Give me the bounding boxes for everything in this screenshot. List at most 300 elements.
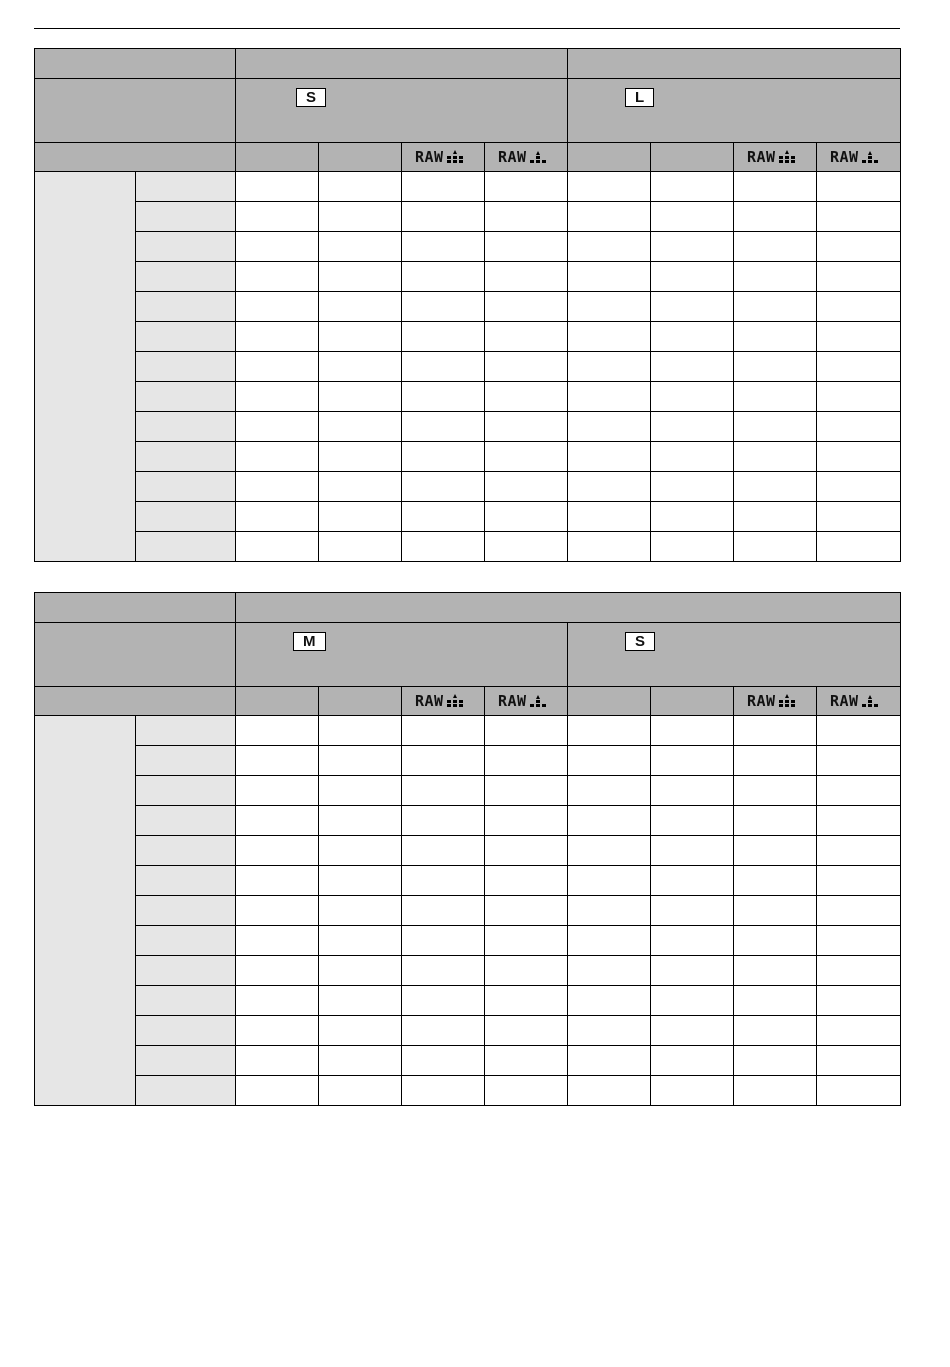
table-cell — [568, 806, 651, 836]
raw-fine-quality-icon — [446, 150, 464, 164]
table-cell — [485, 1046, 568, 1076]
size-cell-left — [236, 623, 568, 687]
table-cell — [236, 836, 319, 866]
table-cell — [402, 776, 485, 806]
table-row — [35, 172, 901, 202]
table-cell — [236, 1076, 319, 1106]
table-cell — [651, 472, 734, 502]
table-cell — [568, 956, 651, 986]
table-cell — [651, 502, 734, 532]
table-cell — [817, 172, 901, 202]
table-row — [35, 926, 901, 956]
quality-col — [236, 687, 319, 716]
table-cell — [734, 382, 817, 412]
table-cell — [651, 806, 734, 836]
table-row — [35, 472, 901, 502]
table-cell — [402, 262, 485, 292]
table-row — [35, 202, 901, 232]
raw-label: RAW — [498, 692, 527, 710]
table-cell — [402, 412, 485, 442]
table-cell — [402, 292, 485, 322]
table-cell — [817, 716, 901, 746]
table-cell — [402, 172, 485, 202]
quality-col-raw-fine — [734, 143, 817, 172]
table-cell — [817, 806, 901, 836]
raw-label: RAW — [415, 692, 444, 710]
quality-col — [568, 687, 651, 716]
quality-col-raw-standard — [817, 687, 901, 716]
table-cell — [485, 232, 568, 262]
table-cell — [402, 806, 485, 836]
table-cell — [485, 502, 568, 532]
table-cell — [485, 1016, 568, 1046]
table-cell — [817, 352, 901, 382]
table-cell — [651, 532, 734, 562]
table-cell — [651, 232, 734, 262]
table-cell — [485, 1076, 568, 1106]
table-cell — [568, 292, 651, 322]
table-cell — [319, 806, 402, 836]
table-cell — [817, 1046, 901, 1076]
table-cell — [734, 322, 817, 352]
quality-col-raw-standard — [485, 687, 568, 716]
table-cell — [817, 292, 901, 322]
table-cell — [485, 352, 568, 382]
raw-label: RAW — [830, 692, 859, 710]
table-cell — [817, 866, 901, 896]
table-cell — [485, 806, 568, 836]
table-cell — [568, 746, 651, 776]
table-body — [35, 172, 901, 562]
table-cell — [319, 1076, 402, 1106]
table-cell — [734, 1076, 817, 1106]
table-cell — [568, 866, 651, 896]
quality-label-cell — [35, 687, 236, 716]
table-cell — [485, 382, 568, 412]
row-label — [136, 1046, 236, 1076]
table-cell — [817, 412, 901, 442]
row-label — [136, 926, 236, 956]
table-cell — [568, 202, 651, 232]
table-cell — [817, 956, 901, 986]
group-header-full — [236, 593, 901, 623]
table-cell — [485, 776, 568, 806]
row-label — [136, 232, 236, 262]
table-cell — [319, 716, 402, 746]
quality-col — [651, 143, 734, 172]
row-label — [136, 716, 236, 746]
image-size-icon: L — [625, 88, 654, 107]
header-row-quality — [35, 687, 901, 716]
table-cell — [651, 202, 734, 232]
table-cell — [817, 502, 901, 532]
raw-fine-quality-icon — [778, 150, 796, 164]
table-cell — [651, 716, 734, 746]
table-cell — [734, 746, 817, 776]
row-label — [136, 322, 236, 352]
table-cell — [236, 262, 319, 292]
table-cell — [319, 986, 402, 1016]
table-cell — [651, 836, 734, 866]
table-cell — [236, 202, 319, 232]
table-row — [35, 806, 901, 836]
table-cell — [402, 352, 485, 382]
quality-col-raw-standard — [817, 143, 901, 172]
table-cell — [568, 716, 651, 746]
raw-label: RAW — [747, 148, 776, 166]
table-cell — [734, 202, 817, 232]
table-cell — [236, 442, 319, 472]
table-cell — [236, 806, 319, 836]
quality-col-raw-fine — [402, 143, 485, 172]
table-cell — [485, 926, 568, 956]
table-cell — [651, 262, 734, 292]
table-cell — [236, 412, 319, 442]
table-cell — [651, 776, 734, 806]
table-row — [35, 1046, 901, 1076]
table-cell — [236, 472, 319, 502]
header-row-quality — [35, 143, 901, 172]
header-row-top — [35, 593, 901, 623]
table-cell — [651, 1046, 734, 1076]
table-cell — [568, 232, 651, 262]
table-cell — [402, 202, 485, 232]
table-cell — [817, 442, 901, 472]
table-cell — [319, 896, 402, 926]
table-cell — [236, 956, 319, 986]
table-cell — [236, 986, 319, 1016]
table-cell — [319, 956, 402, 986]
table-cell — [568, 262, 651, 292]
row-label — [136, 442, 236, 472]
row-label — [136, 776, 236, 806]
row-label — [136, 412, 236, 442]
row-label — [136, 382, 236, 412]
table-cell — [817, 382, 901, 412]
table-cell — [236, 382, 319, 412]
table-cell — [319, 262, 402, 292]
row-label — [136, 836, 236, 866]
table-row — [35, 836, 901, 866]
table-cell — [236, 292, 319, 322]
table-cell — [402, 746, 485, 776]
table-cell — [402, 1016, 485, 1046]
raw-label: RAW — [415, 148, 444, 166]
table-cell — [651, 292, 734, 322]
table-row — [35, 292, 901, 322]
table-row — [35, 352, 901, 382]
table-row — [35, 1076, 901, 1106]
quality-col — [651, 687, 734, 716]
table-cell — [734, 806, 817, 836]
table-cell — [485, 262, 568, 292]
raw-label: RAW — [747, 692, 776, 710]
table-cell — [734, 776, 817, 806]
table-cell — [402, 382, 485, 412]
table-cell — [734, 896, 817, 926]
table-cell — [319, 412, 402, 442]
table-cell — [734, 926, 817, 956]
row-label — [136, 746, 236, 776]
table-cell — [568, 502, 651, 532]
table-cell — [402, 926, 485, 956]
table-cell — [319, 292, 402, 322]
raw-label: RAW — [498, 148, 527, 166]
raw-standard-quality-icon — [529, 694, 547, 708]
header-row-size — [35, 79, 901, 143]
table-cell — [817, 836, 901, 866]
quality-table-2 — [34, 592, 901, 1106]
image-size-icon: S — [625, 632, 655, 651]
table-row — [35, 412, 901, 442]
table-cell — [651, 382, 734, 412]
table-cell — [319, 532, 402, 562]
table-cell — [402, 896, 485, 926]
table-cell — [319, 232, 402, 262]
table-row — [35, 896, 901, 926]
table-row — [35, 716, 901, 746]
table-cell — [402, 442, 485, 472]
table-cell — [568, 776, 651, 806]
table-cell — [817, 1016, 901, 1046]
table-cell — [651, 442, 734, 472]
row-label — [136, 202, 236, 232]
quality-col — [236, 143, 319, 172]
raw-standard-quality-icon — [861, 150, 879, 164]
table-cell — [236, 716, 319, 746]
table-cell — [568, 1016, 651, 1046]
table-row — [35, 262, 901, 292]
header-row-top — [35, 49, 901, 79]
group-header-left — [236, 49, 568, 79]
row-label — [136, 292, 236, 322]
size-cell-left — [236, 79, 568, 143]
table-cell — [651, 1076, 734, 1106]
row-label — [136, 472, 236, 502]
table-cell — [402, 502, 485, 532]
row-label — [136, 172, 236, 202]
table-cell — [568, 532, 651, 562]
table-row — [35, 322, 901, 352]
table-body — [35, 716, 901, 1106]
table-cell — [402, 232, 485, 262]
table-cell — [402, 1076, 485, 1106]
table-cell — [319, 776, 402, 806]
quality-col — [319, 143, 402, 172]
table-cell — [319, 502, 402, 532]
table-cell — [817, 472, 901, 502]
table-cell — [236, 502, 319, 532]
table-row — [35, 442, 901, 472]
table-cell — [485, 442, 568, 472]
table-cell — [319, 836, 402, 866]
table-cell — [236, 322, 319, 352]
table-cell — [651, 1016, 734, 1046]
table-row — [35, 746, 901, 776]
table-cell — [817, 262, 901, 292]
table-cell — [734, 292, 817, 322]
table-row — [35, 532, 901, 562]
quality-label-cell — [35, 143, 236, 172]
table-cell — [319, 1046, 402, 1076]
table-cell — [485, 836, 568, 866]
page-top-rule — [34, 28, 900, 29]
table-cell — [319, 322, 402, 352]
table-cell — [817, 232, 901, 262]
table-row — [35, 382, 901, 412]
table-cell — [568, 172, 651, 202]
table-cell — [319, 866, 402, 896]
table-cell — [402, 716, 485, 746]
table-cell — [402, 836, 485, 866]
header-label-cell — [35, 79, 236, 143]
table-row — [35, 956, 901, 986]
raw-standard-quality-icon — [861, 694, 879, 708]
table-cell — [651, 746, 734, 776]
table-cell — [402, 956, 485, 986]
table-cell — [651, 412, 734, 442]
table-cell — [236, 746, 319, 776]
quality-col — [568, 143, 651, 172]
table-cell — [568, 836, 651, 866]
table-row — [35, 986, 901, 1016]
table-cell — [568, 352, 651, 382]
image-size-icon: M — [293, 632, 326, 651]
row-label — [136, 956, 236, 986]
row-label — [136, 502, 236, 532]
table-cell — [236, 926, 319, 956]
table-cell — [485, 746, 568, 776]
table-cell — [734, 866, 817, 896]
table-cell — [485, 472, 568, 502]
quality-col-raw-fine — [402, 687, 485, 716]
table-cell — [817, 202, 901, 232]
table-cell — [485, 292, 568, 322]
table-cell — [485, 412, 568, 442]
header-label-cell — [35, 623, 236, 687]
table-cell — [651, 926, 734, 956]
table-cell — [485, 866, 568, 896]
quality-col — [319, 687, 402, 716]
row-group-label — [35, 716, 136, 1106]
table-cell — [817, 1076, 901, 1106]
table-cell — [568, 1046, 651, 1076]
table-cell — [817, 532, 901, 562]
table-cell — [236, 866, 319, 896]
header-row-size — [35, 623, 901, 687]
table-cell — [485, 202, 568, 232]
table-cell — [734, 836, 817, 866]
table-cell — [651, 866, 734, 896]
table-cell — [485, 986, 568, 1016]
table-cell — [319, 202, 402, 232]
table-cell — [485, 716, 568, 746]
table-cell — [568, 896, 651, 926]
table-cell — [236, 172, 319, 202]
table-cell — [319, 926, 402, 956]
table-cell — [236, 232, 319, 262]
row-label — [136, 1016, 236, 1046]
table-cell — [568, 926, 651, 956]
table-cell — [651, 956, 734, 986]
table-cell — [734, 172, 817, 202]
table-cell — [651, 322, 734, 352]
table-cell — [319, 442, 402, 472]
table-cell — [817, 322, 901, 352]
table-cell — [319, 352, 402, 382]
table-cell — [402, 1046, 485, 1076]
table-cell — [236, 896, 319, 926]
table-cell — [485, 956, 568, 986]
table-cell — [236, 1016, 319, 1046]
table-cell — [734, 532, 817, 562]
table-cell — [402, 532, 485, 562]
table-cell — [734, 262, 817, 292]
row-label — [136, 896, 236, 926]
size-cell-right — [568, 623, 901, 687]
row-label — [136, 1076, 236, 1106]
table-cell — [319, 172, 402, 202]
table-cell — [319, 382, 402, 412]
row-label — [136, 806, 236, 836]
table-cell — [402, 986, 485, 1016]
table-cell — [651, 172, 734, 202]
table-cell — [651, 352, 734, 382]
table-row — [35, 502, 901, 532]
raw-fine-quality-icon — [446, 694, 464, 708]
table-cell — [485, 172, 568, 202]
header-corner — [35, 49, 236, 79]
table-cell — [734, 232, 817, 262]
table-cell — [568, 442, 651, 472]
table-cell — [485, 322, 568, 352]
table-cell — [568, 986, 651, 1016]
table-cell — [568, 472, 651, 502]
table-cell — [319, 1016, 402, 1046]
row-label — [136, 986, 236, 1016]
row-label — [136, 262, 236, 292]
table-cell — [734, 442, 817, 472]
group-header-right — [568, 49, 901, 79]
table-row — [35, 232, 901, 262]
table-cell — [568, 322, 651, 352]
table-cell — [319, 472, 402, 502]
table-cell — [402, 322, 485, 352]
raw-standard-quality-icon — [529, 150, 547, 164]
table-cell — [734, 412, 817, 442]
table-cell — [734, 502, 817, 532]
quality-col-raw-standard — [485, 143, 568, 172]
table-cell — [817, 746, 901, 776]
header-corner — [35, 593, 236, 623]
size-cell-right — [568, 79, 901, 143]
table-cell — [568, 1076, 651, 1106]
table-cell — [402, 866, 485, 896]
table-cell — [734, 986, 817, 1016]
table-cell — [568, 382, 651, 412]
table-cell — [734, 1046, 817, 1076]
table-cell — [734, 472, 817, 502]
table-cell — [817, 896, 901, 926]
table-cell — [236, 352, 319, 382]
table-cell — [236, 532, 319, 562]
table-cell — [651, 986, 734, 1016]
table-cell — [817, 926, 901, 956]
raw-label: RAW — [830, 148, 859, 166]
image-size-icon: S — [296, 88, 326, 107]
table-cell — [817, 776, 901, 806]
quality-table-1 — [34, 48, 901, 562]
